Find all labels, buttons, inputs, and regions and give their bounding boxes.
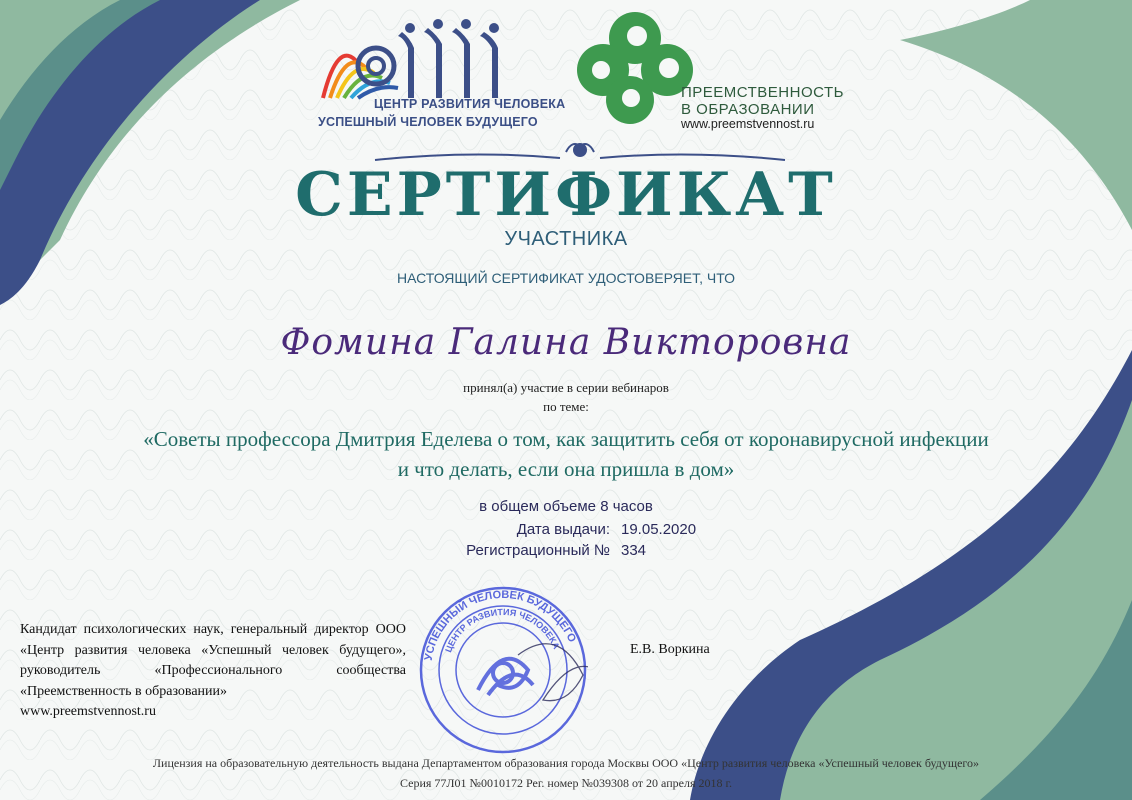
topic <box>0 424 1132 484</box>
certifies-text: НАСТОЯЩИЙ СЕРТИФИКАТ УДОСТОВЕРЯЕТ, ЧТО <box>396 270 736 286</box>
logo-center-razvitiya <box>318 18 566 129</box>
logo-right-url: www.preemstvennost.ru <box>681 117 815 131</box>
official-stamp <box>418 585 588 755</box>
participant-name: Фомина Галина Викторовна <box>280 322 852 363</box>
signer-description-block <box>20 620 406 723</box>
issue-date-label: Дата выдачи: <box>516 521 610 538</box>
reg-number-label: Регистрационный № <box>466 542 610 559</box>
topic-line1: «Советы профессора Дмитрия Еделева о том, как защитить себя от коронавирусной инфекции <box>143 427 989 451</box>
signer-name: Е.В. Воркина <box>630 642 710 657</box>
issue-date-value: 19.05.2020 <box>621 521 697 538</box>
on-topic-text: по теме: <box>543 399 589 414</box>
logo-left-line1: ЦЕНТР РАЗВИТИЯ ЧЕЛОВЕКА <box>374 97 566 111</box>
logo-right-line2: В ОБРАЗОВАНИИ <box>681 101 815 118</box>
logo-left-line2: УСПЕШНЫЙ ЧЕЛОВЕК БУДУЩЕГО <box>318 115 538 129</box>
stamp-inner-text: ЦЕНТР РАЗВИТИЯ ЧЕЛОВЕКА <box>443 606 562 654</box>
license-line1: Лицензия на образовательную деятельность выдана Департаментом образования города Москвы ООО «Центр развития человека «Успешный человек будущего» <box>152 756 980 770</box>
logo-preemstvennost-icon <box>575 8 695 128</box>
logo-right-line1: ПРЕЕМСТВЕННОСТЬ <box>681 84 844 101</box>
stamp-outer-text: УСПЕШНЫЙ ЧЕЛОВЕК БУДУЩЕГО <box>422 588 579 662</box>
signer-description: Кандидат психологических наук, генеральный директор ООО «Центр развития человека «Успешный человек будущего», руководитель «Профессионального сообщества «Преемственность в образовании» <box>20 622 406 699</box>
logo-preemstvennost <box>575 8 844 133</box>
signer-url: www.preemstvennost.ru <box>20 704 156 719</box>
reg-number-value: 334 <box>621 542 647 559</box>
certificate-title: СЕРТИФИКАТ <box>295 160 837 230</box>
volume-text: в общем объеме 8 часов <box>479 498 653 515</box>
certificate-subtitle: УЧАСТНИКА <box>504 228 628 250</box>
participation-text: принял(а) участие в серии вебинаров <box>463 380 669 395</box>
topic-line2: и что делать, если она пришла в дом» <box>397 457 735 481</box>
license-block <box>0 753 1132 793</box>
license-line2: Серия 77Л01 №0010172 Рег. номер №039308 от 20 апреля 2018 г. <box>399 776 733 790</box>
